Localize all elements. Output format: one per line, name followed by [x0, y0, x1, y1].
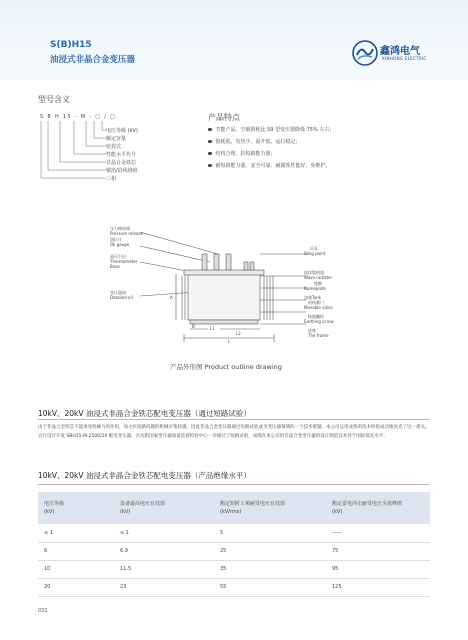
diagram-label: Movable valve [304, 305, 333, 310]
diagram-label: Base [110, 264, 120, 269]
table-cell: 125 [326, 578, 430, 596]
dimension-label: A [170, 295, 173, 300]
model-meaning-heading: 型号含义 [38, 95, 70, 104]
diagram-label: 机构蓄门 [308, 300, 324, 305]
logo-text-cn: 鑫鸿电气 [380, 46, 420, 57]
model-label-performance: 性能水平代号 [106, 152, 137, 158]
model-code: S B H 15 - M - □ / □ [40, 114, 117, 120]
table-cell: 75 [326, 542, 430, 560]
feature-item: 耐短路能力强、安全可靠、耐腐蚀性能好、免维护。 [208, 162, 331, 169]
diagram-label: 底座 [308, 328, 316, 333]
diagram-label: Nameplate [304, 286, 326, 291]
table-cell: —— [326, 524, 430, 542]
feature-item: 损耗低、发热少、温升低、运行稳定； [208, 138, 301, 145]
table-cell: 20 [38, 578, 114, 596]
product-code-title: S(B)H15 [50, 40, 92, 50]
table-cell: ≤ 1 [114, 524, 214, 542]
section-title-short-circuit: 10kV、20kV 油浸式非晶合金铁芯配电变压器（通过短路试验） [38, 409, 251, 418]
diagram-label: The frame [308, 333, 329, 338]
table-cell: 11.5 [114, 560, 214, 578]
feature-item: 结构合理、抗短路能力强； [208, 150, 276, 157]
table-row [38, 542, 430, 560]
table-row [38, 578, 430, 596]
diagram-label: Detailed oil [110, 295, 133, 300]
diagram-label: 变压器油 [110, 290, 126, 295]
section-divider [38, 484, 430, 485]
table-header-cell: 电压等级 (kV) [38, 492, 114, 524]
features-heading: 产品特点 [208, 113, 240, 122]
page-number: 031 [38, 608, 48, 614]
table-header-row [38, 492, 430, 524]
table-header-cell: 额定雷电冲击耐受电压全波峰值 (kV) [326, 492, 430, 524]
logo-mark-icon [352, 40, 378, 66]
transformer-drawing [110, 222, 360, 344]
table-cell: 5 [214, 524, 326, 542]
table-header-cell: 设备最高电压有效值 (kV) [114, 492, 214, 524]
diagram-label: Wave radiator [304, 275, 333, 280]
insulation-level-table [38, 492, 430, 597]
company-logo [352, 40, 442, 66]
table-cell: 55 [214, 578, 326, 596]
table-cell: 6.9 [114, 542, 214, 560]
diagram-label: Sling point [304, 251, 326, 256]
logo-text-en: XINHONG ELECTRIC [382, 56, 427, 61]
diagram-label: 吊耳 [310, 246, 318, 251]
table-header-cell: 额定短时工频耐受电压有效值 (kV/rms) [214, 492, 326, 524]
table-cell: 6 [38, 542, 114, 560]
table-cell: ≤ 1 [38, 524, 114, 542]
diagram-label: 铭牌 [314, 281, 322, 286]
model-label-phase: 三相 [106, 176, 117, 182]
section-paragraph: 由于非晶合金铁芯不能承受机械力的作用，加之抗短路问题的机械应集较强，因此非晶合金变压器通过短路试验成为变压器领域的一个技术难题。本公司运用成熟的技术经验成功地攻克了这一难关。自行设计开发 SBH15-M-2500/10 配电变压器，在沈阳国家变压器质量监督检验中心一举通过了短路试验，成绩在本公司的非晶合金变压器的设计制造技术处于国际领先水平。 [38, 425, 430, 439]
diagram-label: Oil gauge [110, 242, 130, 247]
model-label-capacity: 额定容量 [106, 136, 127, 142]
dimension-label: L2 [236, 331, 241, 336]
bullet-icon [208, 164, 212, 168]
diagram-label: 油箱Tank [304, 295, 322, 300]
diagram-caption: 产品外形图 Product outline drawing [170, 363, 282, 371]
bullet-icon [208, 128, 212, 132]
dimension-label: L [228, 339, 231, 344]
section-divider [38, 419, 430, 420]
table-row [38, 524, 430, 542]
table-cell: 23 [114, 578, 214, 596]
diagram-label: 高压引出 [110, 254, 126, 259]
bullet-icon [208, 152, 212, 156]
section-title-insulation: 10kV、20kV 油浸式非晶合金铁芯配电变压器（产品绝缘水平） [38, 471, 251, 480]
table-cell: 95 [326, 560, 430, 578]
title-block [50, 40, 135, 65]
feature-item: 节能产品，空载损耗比 S9 型变压器降低 75% 左右； [208, 126, 334, 133]
diagram-label: Earthing screw [304, 319, 334, 324]
diagram-label: Thermometer [110, 259, 138, 264]
table-cell: 10 [38, 560, 114, 578]
diagram-label: 压力释放阀 [110, 226, 130, 231]
dimension-label: B [192, 324, 195, 329]
dimension-label: L1 [210, 326, 215, 331]
table-cell: 35 [214, 560, 326, 578]
model-label-core: 非晶合金铁芯 [106, 160, 137, 166]
page-header [0, 0, 468, 80]
diagram-label: Pressure release [110, 231, 143, 236]
diagram-label: 波纹散热器 [304, 270, 324, 275]
diagram-label: 接地螺栓 [308, 314, 324, 319]
model-label-sealed: 密封式 [106, 144, 122, 150]
model-label-winding: 铜箔/箔线绕组 [106, 168, 138, 174]
bullet-icon [208, 140, 212, 144]
table-row [38, 560, 430, 578]
table-cell: 25 [214, 542, 326, 560]
diagram-label: 油位计 [110, 237, 122, 242]
product-name-title: 油浸式非晶合金变压器 [50, 55, 136, 65]
model-label-voltage: 电压等级 (kV) [106, 128, 138, 134]
product-outline-drawing [110, 222, 360, 344]
